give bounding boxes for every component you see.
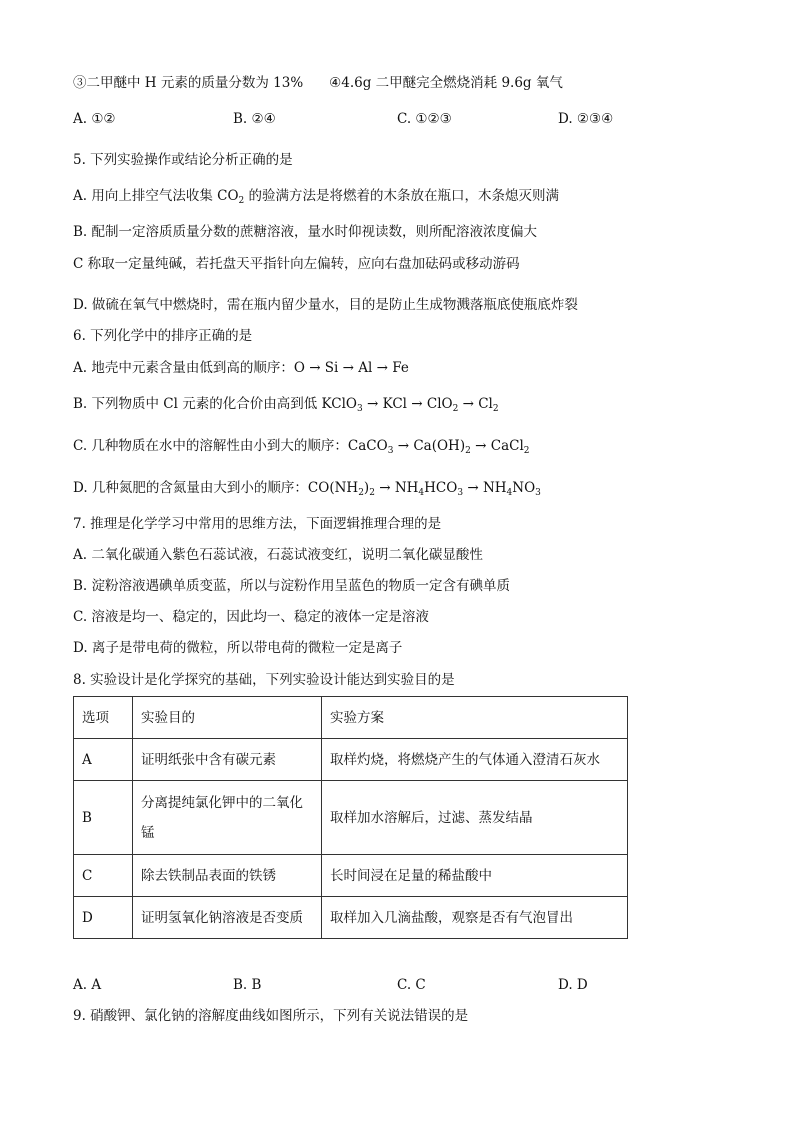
- table-header-cell: 选项: [74, 697, 133, 739]
- q6-d-sub: 2: [358, 488, 364, 498]
- q5-a-text-rest: 的验满方法是将燃着的木条放在瓶口，木条熄灭则满: [244, 188, 560, 204]
- q8-stem: 8. 实验设计是化学探究的基础，下列实验设计能达到实验目的是: [73, 672, 455, 688]
- table-header-cell: 实验目的: [133, 697, 322, 739]
- table-cell: 除去铁制品表面的铁锈: [133, 855, 322, 897]
- q5-a-text: A. 用向上排空气法收集 CO: [73, 188, 239, 204]
- table-cell: 证明纸张中含有碳元素: [133, 739, 322, 781]
- q6-d-text: → NH: [463, 480, 507, 496]
- q8-option-a[interactable]: A. A: [73, 977, 102, 993]
- q4-option-d[interactable]: D. ②③④: [558, 111, 614, 127]
- q6-d-text: D. 几种氮肥的含氮量由大到小的顺序：CO(NH: [73, 480, 359, 496]
- q5-option-a[interactable]: [73, 187, 559, 210]
- table-cell: 取样灼烧，将燃烧产生的气体通入澄清石灰水: [322, 739, 628, 781]
- table-cell: 证明氢氧化钠溶液是否变质: [133, 897, 322, 939]
- q6-c-sub: 3: [387, 446, 394, 456]
- q6-c-sub: 2: [523, 446, 530, 456]
- q6-c-text: → Ca(OH): [393, 438, 466, 454]
- statement-line-3-4: [73, 74, 563, 92]
- q5-option-b[interactable]: B. 配制一定溶质质量分数的蔗糖溶液，量水时仰视读数，则所配溶液浓度偏大: [73, 224, 538, 240]
- q6-d-sub: 3: [457, 488, 464, 498]
- q6-b-text: → Cl: [458, 396, 493, 412]
- q6-c-text: → CaCl: [470, 438, 524, 454]
- q6-option-d[interactable]: [73, 479, 541, 502]
- q6-d-text: HCO: [424, 480, 458, 496]
- q6-option-b[interactable]: [73, 395, 499, 418]
- table-header-row: [74, 697, 628, 739]
- q5-option-c[interactable]: C 称取一定量纯碱，若托盘天平指针向左偏转，应向右盘加砝码或移动游码: [73, 256, 520, 272]
- q6-d-text: NO: [512, 480, 536, 496]
- q5-option-d[interactable]: D. 做硫在氧气中燃烧时，需在瓶内留少量水，目的是防止生成物溅落瓶底使瓶底炸裂: [73, 297, 578, 313]
- table-row: [74, 855, 628, 897]
- q8-options: [73, 976, 633, 994]
- q8-table: [73, 696, 628, 939]
- q6-d-sub: 4: [506, 488, 513, 498]
- q8-option-c[interactable]: C. C: [397, 977, 426, 993]
- q4-options: [73, 110, 633, 128]
- q6-option-c[interactable]: [73, 437, 530, 460]
- q5-stem: 5. 下列实验操作或结论分析正确的是: [73, 152, 293, 168]
- statement-4: ④4.6g 二甲醚完全燃烧消耗 9.6g 氧气: [329, 75, 563, 91]
- table-cell: 分离提纯氯化钾中的二氧化锰: [133, 781, 322, 855]
- q7-option-d[interactable]: D. 离子是带电荷的微粒，所以带电荷的微粒一定是离子: [73, 640, 403, 656]
- q4-option-b[interactable]: B. ②④: [233, 111, 276, 127]
- q9-stem: 9. 硝酸钾、氯化钠的溶解度曲线如图所示，下列有关说法错误的是: [73, 1008, 469, 1024]
- q4-option-c[interactable]: C. ①②③: [397, 111, 452, 127]
- table-cell: B: [74, 781, 133, 855]
- q5-a-sub: 2: [238, 196, 245, 206]
- statement-3: ③二甲醚中 H 元素的质量分数为 13%: [73, 75, 304, 91]
- q6-d-sub: 4: [418, 488, 425, 498]
- q6-d-text: → NH: [374, 480, 419, 496]
- table-cell: C: [74, 855, 133, 897]
- q6-b-text: → KCl → ClO: [362, 396, 453, 412]
- q6-stem: 6. 下列化学中的排序正确的是: [73, 328, 253, 344]
- q4-option-a[interactable]: A. ①②: [73, 111, 116, 127]
- q6-d-sub: 2: [369, 488, 375, 498]
- q6-c-sub: 2: [465, 446, 471, 456]
- q7-option-a[interactable]: A. 二氧化碳通入紫色石蕊试液，石蕊试液变红，说明二氧化碳显酸性: [73, 547, 483, 563]
- table-cell: 取样加水溶解后，过滤、蒸发结晶: [322, 781, 628, 855]
- table-cell: 长时间浸在足量的稀盐酸中: [322, 855, 628, 897]
- q6-b-sub: 2: [452, 404, 459, 414]
- table-cell: D: [74, 897, 133, 939]
- q8-option-b[interactable]: B. B: [233, 977, 262, 993]
- table-row: [74, 781, 628, 855]
- q6-b-sub: 3: [356, 404, 363, 414]
- table-cell: 取样加入几滴盐酸，观察是否有气泡冒出: [322, 897, 628, 939]
- q7-option-b[interactable]: B. 淀粉溶液遇碘单质变蓝，所以与淀粉作用呈蓝色的物质一定含有碘单质: [73, 578, 511, 594]
- q7-stem: 7. 推理是化学学习中常用的思维方法，下面逻辑推理合理的是: [73, 516, 442, 532]
- table-cell: A: [74, 739, 133, 781]
- q8-option-d[interactable]: D. D: [558, 977, 588, 993]
- q6-c-text: C. 几种物质在水中的溶解性由小到大的顺序：CaCO: [73, 438, 388, 454]
- q6-option-a[interactable]: A. 地壳中元素含量由低到高的顺序：O → Si → Al → Fe: [73, 360, 409, 376]
- q6-b-sub: 2: [492, 404, 499, 414]
- table-header-cell: 实验方案: [322, 697, 628, 739]
- q6-d-sub: 3: [535, 488, 541, 498]
- q7-option-c[interactable]: C. 溶液是均一、稳定的，因此均一、稳定的液体一定是溶液: [73, 609, 429, 625]
- table-row: [74, 739, 628, 781]
- table-row: [74, 897, 628, 939]
- q6-b-text: B. 下列物质中 Cl 元素的化合价由高到低 KClO: [73, 396, 357, 412]
- q6-d-text: ): [363, 480, 370, 496]
